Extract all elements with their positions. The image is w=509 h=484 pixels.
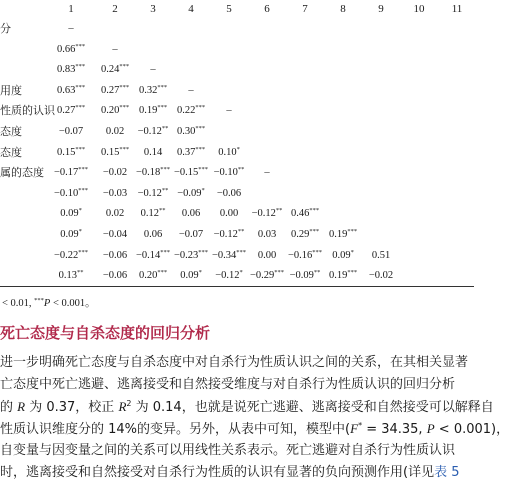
table-cell bbox=[51, 246, 91, 266]
significance-stars: *** bbox=[198, 166, 209, 174]
table-cell: −0.06 bbox=[102, 249, 128, 261]
significance-stars: ** bbox=[275, 207, 283, 215]
table-cell bbox=[323, 225, 363, 245]
cell-value: 0.09 bbox=[180, 270, 199, 282]
table-cell bbox=[133, 184, 173, 204]
table-cell: −0.02 bbox=[102, 167, 128, 179]
p-symbol: P bbox=[426, 421, 435, 436]
cell-value: −0.16 bbox=[287, 249, 313, 261]
table-cell: 0.00 bbox=[257, 249, 277, 261]
table-bottom-rule bbox=[0, 286, 474, 287]
paragraph-line-6 bbox=[0, 462, 474, 484]
cell-value: −0.09 bbox=[289, 270, 314, 282]
table-cell bbox=[209, 246, 249, 266]
table-row bbox=[0, 266, 474, 286]
significance-stars: * bbox=[78, 228, 82, 235]
paragraph-text: = 34.35, bbox=[362, 422, 427, 437]
cell-value: 0.83 bbox=[56, 64, 76, 76]
cell-value: −0.10 bbox=[53, 187, 79, 199]
cell-value: −0.14 bbox=[135, 249, 161, 261]
table-row bbox=[0, 60, 474, 80]
paragraph-text: 进一步明确死亡态度与自杀态度中对自杀行为性质认识之间的关系，在其相关显著 bbox=[0, 355, 469, 370]
significance-stars: *** bbox=[157, 83, 168, 91]
row-label: 属的态度 bbox=[0, 166, 44, 180]
paragraph-line-1 bbox=[0, 352, 474, 374]
table-5-link[interactable]: 表 5 bbox=[434, 465, 460, 480]
significance-stars: *** bbox=[157, 104, 168, 112]
paragraph-text: < 0.001)， bbox=[434, 422, 509, 437]
row-label: 分 bbox=[0, 22, 11, 35]
cell-value: 0.27 bbox=[56, 105, 76, 117]
table-cell bbox=[51, 225, 91, 245]
table-cell bbox=[133, 246, 173, 266]
table-cell bbox=[323, 266, 363, 286]
table-row bbox=[0, 40, 474, 60]
cell-value: −0.15 bbox=[173, 167, 199, 179]
column-header: 5 bbox=[226, 3, 232, 15]
table-cell: −0.07 bbox=[58, 126, 84, 137]
column-header: 3 bbox=[150, 3, 156, 15]
table-cell: 0.02 bbox=[105, 126, 125, 137]
significance-stars: *** bbox=[75, 145, 86, 153]
note-p: P bbox=[43, 298, 51, 309]
table-cell bbox=[133, 81, 173, 101]
significance-stars: *** bbox=[347, 228, 358, 235]
paragraph-text: 性质认识维度分的 14%的变异。另外，从表中可知，模型中( bbox=[0, 422, 351, 437]
table-cell bbox=[285, 266, 325, 286]
table-cell bbox=[51, 184, 91, 204]
table-row bbox=[0, 225, 474, 245]
table-cell: −0.04 bbox=[102, 229, 128, 240]
paragraph-text: 自变量与因变量之间的关系可以用线性关系表示。死亡逃避对自杀行为性质认识 bbox=[0, 443, 456, 458]
cell-value: −0.12 bbox=[213, 229, 238, 240]
table-cell bbox=[133, 101, 173, 121]
f-superscript: * bbox=[358, 421, 363, 430]
significance-stars: * bbox=[78, 207, 82, 215]
table-cell: – bbox=[150, 64, 156, 76]
r2-symbol: R bbox=[118, 399, 127, 414]
column-header: 10 bbox=[413, 3, 425, 15]
table-cell bbox=[209, 143, 249, 163]
significance-stars: *** bbox=[274, 269, 285, 277]
cell-value: 0.19 bbox=[138, 105, 158, 117]
column-header: 1 bbox=[68, 3, 74, 15]
significance-stars: * bbox=[239, 269, 243, 277]
paragraph-text: 为 0.14，也就是说死亡逃避、逃离接受和自然接受可以解释自 bbox=[131, 400, 494, 415]
table-cell bbox=[247, 266, 287, 286]
f-symbol: F bbox=[350, 421, 359, 436]
significance-stars: * bbox=[201, 186, 205, 194]
section-heading: 死亡态度与自杀态度的回归分析 bbox=[0, 324, 211, 342]
cell-value: 0.15 bbox=[100, 146, 120, 158]
row-label: 用度 bbox=[0, 83, 22, 97]
row-label: 态度 bbox=[0, 145, 22, 159]
table-cell bbox=[171, 143, 211, 163]
table-cell bbox=[51, 163, 91, 183]
paragraph-text: 的 bbox=[0, 400, 18, 415]
table-cell: 0.06 bbox=[143, 229, 163, 240]
significance-stars: ** bbox=[76, 269, 84, 277]
significance-stars: ** bbox=[161, 125, 169, 132]
table-cell bbox=[133, 163, 173, 183]
table-cell: 0.06 bbox=[181, 208, 201, 220]
significance-stars: *** bbox=[119, 63, 130, 71]
significance-stars: *** bbox=[347, 269, 358, 277]
cell-value: −0.23 bbox=[173, 249, 199, 261]
table-header-row bbox=[0, 0, 474, 19]
significance-stars: * bbox=[198, 269, 202, 277]
significance-stars: *** bbox=[160, 166, 171, 174]
table-cell bbox=[323, 246, 363, 266]
significance-stars: *** bbox=[119, 104, 130, 112]
cell-value: 0.10 bbox=[218, 146, 237, 158]
table-note bbox=[2, 295, 96, 310]
table-cell bbox=[247, 204, 287, 224]
cell-value: 0.63 bbox=[56, 84, 76, 96]
cell-value: 0.19 bbox=[328, 270, 348, 282]
column-header: 7 bbox=[302, 3, 308, 15]
significance-stars: *** bbox=[312, 248, 323, 256]
cell-value: −0.22 bbox=[53, 249, 79, 261]
table-cell bbox=[51, 204, 91, 224]
table-cell: 0.03 bbox=[257, 229, 277, 240]
table-cell: −0.07 bbox=[178, 229, 204, 240]
table-cell: 0.14 bbox=[143, 146, 163, 158]
table-cell bbox=[285, 246, 325, 266]
table-cell: – bbox=[68, 23, 74, 34]
table-cell bbox=[133, 122, 173, 142]
table-cell: – bbox=[226, 105, 232, 117]
cell-value: 0.15 bbox=[56, 146, 76, 158]
cell-value: 0.09 bbox=[332, 249, 351, 261]
table-row bbox=[0, 204, 474, 224]
row-label: 性质的认识 bbox=[0, 104, 55, 118]
column-header: 2 bbox=[112, 3, 118, 15]
table-row bbox=[0, 101, 474, 121]
significance-stars: *** bbox=[75, 104, 86, 112]
significance-stars: *** bbox=[309, 228, 320, 235]
table-cell: – bbox=[264, 167, 270, 179]
table-cell bbox=[51, 101, 91, 121]
column-header: 11 bbox=[451, 3, 463, 15]
row-label: 态度 bbox=[0, 125, 22, 138]
cell-value: 0.09 bbox=[60, 208, 79, 220]
paragraph-line-3 bbox=[0, 396, 494, 419]
paragraph-text: 为 0.37，校正 bbox=[25, 400, 119, 415]
table-cell bbox=[95, 60, 135, 80]
significance-stars: ** bbox=[161, 186, 169, 194]
significance-stars: *** bbox=[195, 125, 206, 132]
significance-stars: *** bbox=[75, 42, 86, 50]
cell-value: 0.27 bbox=[100, 84, 120, 96]
cell-value: 0.20 bbox=[138, 270, 158, 282]
column-header: 8 bbox=[340, 3, 346, 15]
table-row bbox=[0, 163, 474, 183]
table-cell bbox=[171, 101, 211, 121]
significance-stars: *** bbox=[119, 83, 130, 91]
table-cell: 0.02 bbox=[105, 208, 125, 220]
cell-value: −0.12 bbox=[137, 126, 162, 137]
table-cell bbox=[171, 246, 211, 266]
significance-stars: *** bbox=[198, 248, 209, 256]
table-cell bbox=[209, 266, 249, 286]
table-cell: 0.51 bbox=[371, 249, 391, 261]
cell-value: 0.32 bbox=[138, 84, 158, 96]
table-row bbox=[0, 143, 474, 163]
table-cell: – bbox=[112, 43, 118, 55]
table-cell bbox=[51, 40, 91, 60]
significance-stars: *** bbox=[78, 186, 89, 194]
column-header: 4 bbox=[188, 3, 194, 15]
table-cell bbox=[171, 163, 211, 183]
table-cell: −0.06 bbox=[102, 270, 128, 282]
table-row bbox=[0, 19, 474, 39]
cell-value: −0.12 bbox=[215, 270, 240, 282]
note-prefix: < 0.01, bbox=[2, 298, 32, 309]
table-cell bbox=[133, 204, 173, 224]
table-cell bbox=[133, 266, 173, 286]
table-cell bbox=[209, 163, 249, 183]
note-suffix: < 0.001。 bbox=[50, 298, 96, 309]
cell-value: 0.13 bbox=[58, 270, 77, 282]
table-cell bbox=[209, 225, 249, 245]
paragraph-text: 时，逃离接受和自然接受对自杀行为性质的认识有显著的负向预测作用(详见 bbox=[0, 465, 435, 480]
significance-stars: *** bbox=[157, 269, 168, 277]
significance-stars: * bbox=[236, 145, 240, 153]
significance-stars: ** bbox=[237, 228, 245, 235]
table-cell bbox=[285, 225, 325, 245]
cell-value: 0.12 bbox=[140, 208, 159, 220]
table-cell bbox=[95, 143, 135, 163]
cell-value: −0.29 bbox=[249, 270, 275, 282]
table-row bbox=[0, 246, 474, 266]
column-header: 9 bbox=[378, 3, 384, 15]
cell-value: 0.20 bbox=[100, 105, 120, 117]
paragraph-line-2 bbox=[0, 374, 474, 396]
cell-value: −0.12 bbox=[251, 208, 276, 220]
cell-value: 0.30 bbox=[176, 126, 196, 137]
note-stars: *** bbox=[34, 297, 44, 304]
cell-value: −0.12 bbox=[137, 187, 162, 199]
table-cell bbox=[51, 266, 91, 286]
cell-value: 0.66 bbox=[56, 43, 76, 55]
r-symbol: R bbox=[17, 399, 26, 414]
paragraph-text: 亡态度中死亡逃避、逃离接受和自然接受维度与对自杀行为性质认识的回归分析 bbox=[0, 377, 456, 392]
table-cell bbox=[95, 81, 135, 101]
column-header: 6 bbox=[264, 3, 270, 15]
cell-value: −0.17 bbox=[53, 167, 79, 179]
significance-stars: *** bbox=[119, 145, 130, 153]
table-cell bbox=[51, 60, 91, 80]
table-cell bbox=[285, 204, 325, 224]
cell-value: 0.46 bbox=[290, 208, 310, 220]
significance-stars: * bbox=[350, 248, 354, 256]
table-cell bbox=[171, 122, 211, 142]
table-cell bbox=[51, 143, 91, 163]
cell-value: −0.09 bbox=[177, 187, 202, 199]
significance-stars: ** bbox=[313, 269, 321, 277]
cell-value: −0.34 bbox=[211, 249, 237, 261]
table-cell: −0.03 bbox=[102, 187, 128, 199]
significance-stars: *** bbox=[75, 63, 86, 71]
table-cell: −0.02 bbox=[368, 270, 394, 282]
significance-stars: *** bbox=[160, 248, 171, 256]
significance-stars: *** bbox=[195, 104, 206, 112]
table-cell bbox=[51, 81, 91, 101]
cell-value: −0.10 bbox=[213, 167, 238, 179]
table-cell: – bbox=[188, 84, 194, 96]
significance-stars: ** bbox=[237, 166, 245, 174]
cell-value: 0.09 bbox=[60, 229, 79, 240]
paragraph-line-4 bbox=[0, 418, 509, 441]
cell-value: 0.19 bbox=[328, 229, 348, 240]
table-row bbox=[0, 122, 474, 142]
r2-exponent: 2 bbox=[126, 399, 132, 408]
significance-stars: *** bbox=[236, 248, 247, 256]
significance-stars: *** bbox=[309, 207, 320, 215]
table-cell: −0.06 bbox=[216, 187, 242, 199]
table-cell bbox=[95, 101, 135, 121]
table-cell: 0.00 bbox=[219, 208, 239, 220]
significance-stars: *** bbox=[78, 248, 89, 256]
table-cell bbox=[171, 266, 211, 286]
table-row bbox=[0, 81, 474, 101]
cell-value: 0.29 bbox=[290, 229, 310, 240]
cell-value: 0.22 bbox=[176, 105, 196, 117]
significance-stars: ** bbox=[158, 207, 166, 215]
significance-stars: *** bbox=[195, 145, 206, 153]
cell-value: 0.24 bbox=[100, 64, 120, 76]
significance-stars: *** bbox=[78, 166, 89, 174]
significance-stars: *** bbox=[75, 83, 86, 91]
paragraph-line-5 bbox=[0, 440, 474, 462]
cell-value: 0.37 bbox=[176, 146, 196, 158]
cell-value: −0.18 bbox=[135, 167, 161, 179]
table-cell bbox=[171, 184, 211, 204]
table-row bbox=[0, 184, 474, 204]
